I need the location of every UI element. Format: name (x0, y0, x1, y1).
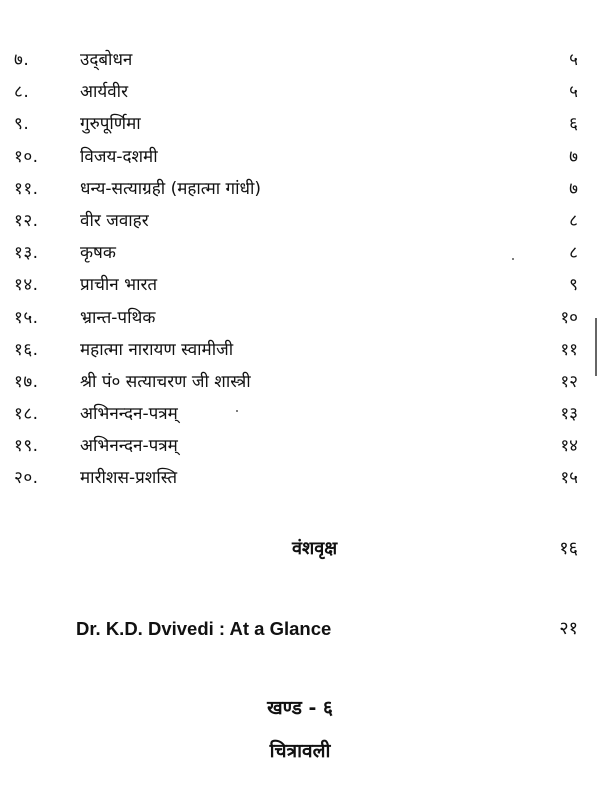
toc-number: २०. (14, 468, 39, 489)
toc-page-number: ८ (569, 243, 578, 264)
toc-title: अभिनन्दन-पत्रम् (80, 436, 178, 457)
toc-title: विजय-दशमी (80, 146, 158, 167)
khand-heading: खण्ड - ६ (267, 697, 333, 719)
toc-row (0, 108, 600, 140)
toc-title: आर्यवीर (80, 82, 129, 103)
toc-row (0, 141, 600, 173)
toc-row (0, 462, 600, 494)
toc-row (0, 398, 600, 430)
toc-row (0, 237, 600, 269)
toc-page-number: १५ (560, 468, 578, 489)
toc-page-number: ५ (569, 50, 578, 70)
toc-number: १४. (14, 275, 39, 296)
toc-row (0, 269, 600, 301)
toc-number: ७. (14, 50, 30, 70)
toc-page-number: ७ (569, 146, 578, 167)
toc-page-number: १२ (560, 371, 578, 392)
chitravali-heading: चित्रावली (269, 740, 331, 762)
toc-title: प्राचीन भारत (80, 275, 158, 296)
toc-title: धन्य-सत्याग्रही (महात्मा गांधी) (80, 178, 262, 199)
toc-number: ९. (14, 114, 30, 135)
toc-title: भ्रान्त-पथिक (80, 307, 156, 328)
toc-title: अभिनन्दन-पत्रम् (80, 404, 178, 425)
toc-number: १३. (14, 243, 39, 264)
toc-number: १८. (14, 404, 39, 425)
toc-row (0, 205, 600, 237)
toc-number: १७. (14, 371, 39, 392)
toc-number: ८. (14, 82, 30, 103)
toc-row (0, 76, 600, 108)
toc-page-number: १३ (560, 404, 578, 425)
toc-page-number: ९ (569, 275, 578, 296)
at-a-glance-entry (0, 612, 600, 646)
toc-row (0, 173, 600, 205)
toc-number: १५. (14, 307, 39, 328)
toc-page-number: ६ (569, 114, 578, 135)
toc-row (0, 334, 600, 366)
toc-title: मारीशस-प्रशस्ति (80, 468, 178, 489)
toc-row (0, 430, 600, 462)
toc-number: १९. (14, 436, 39, 457)
toc-title: श्री पं० सत्याचरण जी शास्त्री (80, 371, 251, 392)
page-edge-mark (595, 318, 597, 376)
print-speck (512, 258, 514, 260)
toc-title: कृषक (80, 243, 116, 264)
vanshavriksha-entry (0, 532, 600, 566)
toc-page-number: १४ (560, 436, 578, 457)
toc-page-number: ११ (560, 339, 578, 360)
toc-number: १२. (14, 210, 39, 231)
toc-page-number: ७ (569, 178, 578, 199)
toc-number: ११. (14, 178, 39, 199)
toc-title: उद्‌बोधन (80, 50, 133, 70)
toc-page-number: १० (560, 307, 578, 328)
at-a-glance-page-number: २१ (559, 618, 578, 639)
toc-row (0, 44, 600, 76)
print-speck (236, 410, 238, 412)
toc-row (0, 366, 600, 398)
toc-list (0, 44, 600, 495)
vanshavriksha-title: वंशवृक्ष (292, 538, 338, 559)
toc-title: महात्मा नारायण स्वामीजी (80, 339, 234, 360)
at-a-glance-title: Dr. K.D. Dvivedi : At a Glance (76, 618, 332, 639)
toc-row (0, 302, 600, 334)
toc-title: वीर जवाहर (80, 210, 149, 231)
toc-title: गुरुपूर्णिमा (80, 114, 141, 135)
toc-number: १०. (14, 146, 39, 167)
toc-page-number: ८ (569, 210, 578, 231)
toc-page-number: ५ (569, 82, 578, 103)
toc-number: १६. (14, 339, 39, 360)
vanshavriksha-page-number: १६ (559, 538, 578, 559)
